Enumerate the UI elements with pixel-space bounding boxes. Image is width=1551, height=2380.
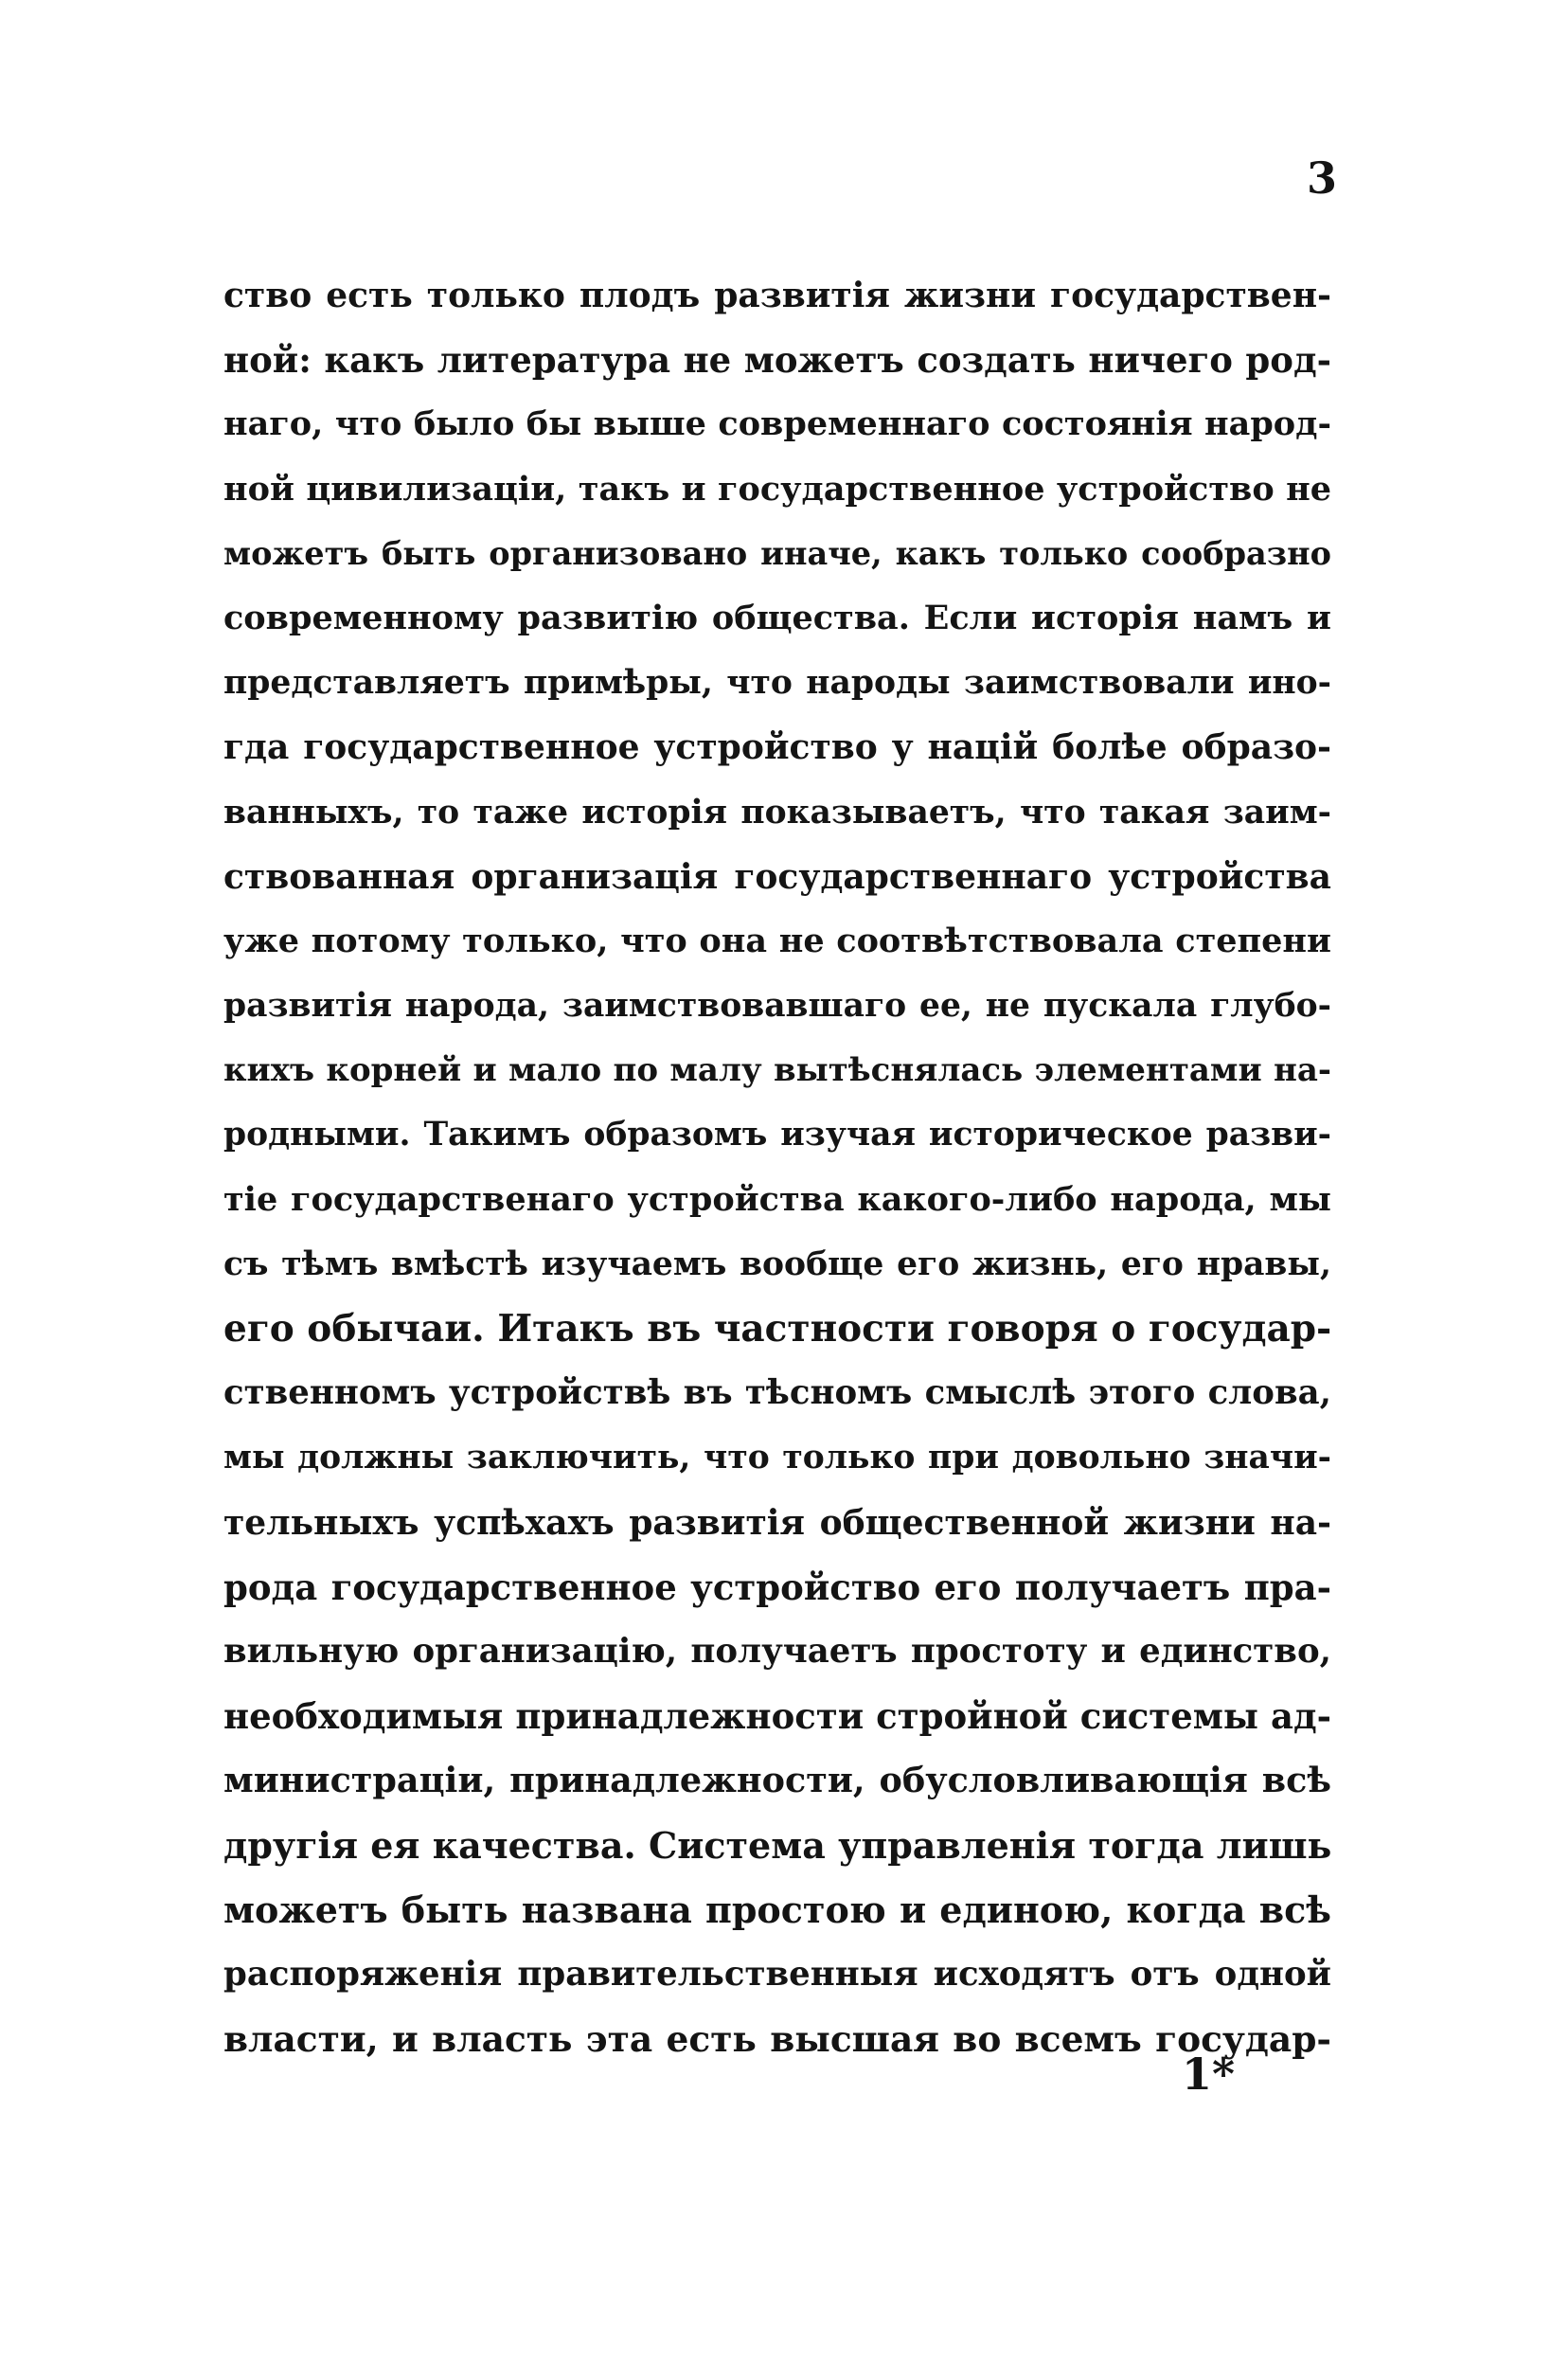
text-line: мы должны заключить, что только при довольно значи- bbox=[223, 1439, 1331, 1477]
text-line: тельныхъ успѣхахъ развитія общественной жизни на- bbox=[223, 1502, 1331, 1543]
text-line: представляетъ примѣры, что народы заимствовали ино- bbox=[223, 664, 1331, 703]
text-line: гда государственное устройство у націй болѣе образо- bbox=[223, 727, 1331, 768]
text-line: другія ея качества. Система управленія тогда лишь bbox=[223, 1823, 1331, 1867]
text-line: распоряженія правительственныя исходятъ отъ одной bbox=[223, 1954, 1331, 1994]
page-number: 3 bbox=[1306, 152, 1337, 204]
text-line: родными. Такимъ образомъ изучая историческое разви- bbox=[223, 1116, 1331, 1154]
body-text bbox=[223, 263, 1331, 2071]
text-line: необходимыя принадлежности стройной системы ад- bbox=[223, 1695, 1331, 1738]
text-line: ной цивилизаціи, такъ и государственное устройство не bbox=[223, 469, 1331, 509]
text-line: ванныхъ, то таже исторія показываетъ, что такая заим- bbox=[223, 793, 1331, 832]
text-line: ственномъ устройствѣ въ тѣсномъ смыслѣ этого слова, bbox=[223, 1373, 1331, 1413]
text-line: кихъ корней и мало по малу вытѣснялась элементами на- bbox=[223, 1051, 1331, 1090]
text-line: ной: какъ литература не можетъ создать ничего род- bbox=[223, 339, 1331, 382]
signature-mark: 1* bbox=[1181, 2049, 1236, 2100]
text-line: современному развитію общества. Если исторія намъ и bbox=[223, 598, 1331, 637]
text-line: развитія народа, заимствовавшаго ее, не пускала глубо- bbox=[223, 987, 1331, 1026]
text-line: вильную организацію, получаетъ простоту и единство, bbox=[223, 1631, 1331, 1671]
text-line: ствованная организація государственнаго устройства bbox=[223, 856, 1331, 897]
text-line: тіе государственаго устройства какого-либо народа, мы bbox=[223, 1179, 1331, 1219]
text-line: министраціи, принадлежности, обусловливающія всѣ bbox=[223, 1760, 1331, 1801]
text-line: власти, и власть эта есть высшая во всемъ государ- bbox=[223, 2018, 1331, 2061]
text-line: рода государственное устройство его получаетъ пра- bbox=[223, 1566, 1331, 1608]
text-line: наго, что было бы выше современнаго состоянія народ- bbox=[223, 404, 1331, 444]
text-line: его обычаи. Итакъ въ частности говоря о государ- bbox=[223, 1307, 1331, 1351]
text-line: уже потому только, что она не соотвѣтствовала степени bbox=[223, 921, 1331, 960]
text-line: можетъ быть организовано иначе, какъ только сообразно bbox=[223, 534, 1331, 572]
text-line: можетъ быть названа простою и единою, когда всѣ bbox=[223, 1888, 1331, 1931]
text-line: ство есть только плодъ развитія жизни государствен- bbox=[223, 276, 1331, 315]
text-line: съ тѣмъ вмѣстѣ изучаемъ вообще его жизнь, его нравы, bbox=[223, 1244, 1331, 1283]
